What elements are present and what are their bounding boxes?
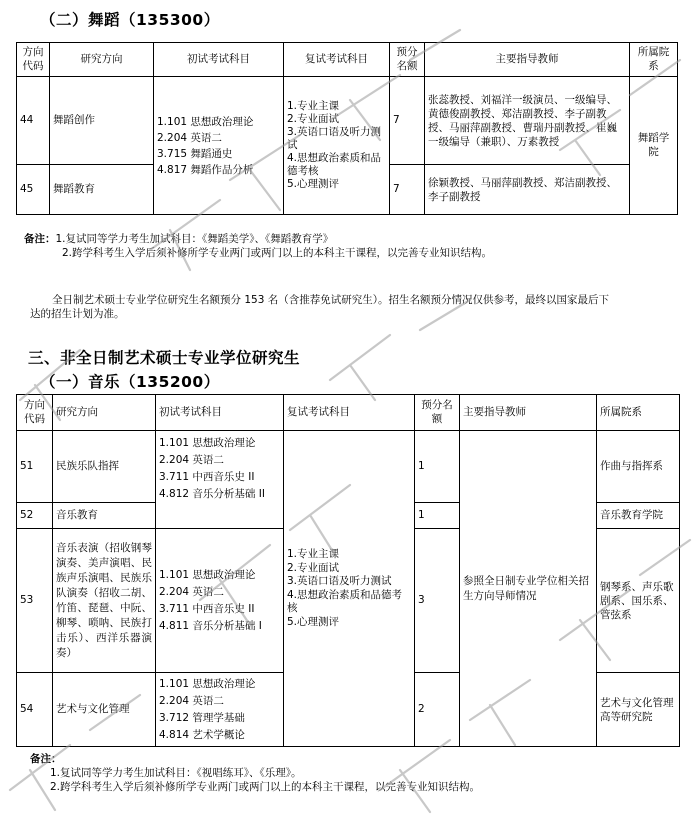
notes-label: 备注： [24, 233, 56, 245]
music-retest-subjects [284, 431, 415, 747]
header-retest: 复试考试科目 [284, 395, 415, 431]
note-line: 1.复试同等学力考生加试科目：《视唱练耳》、《乐理》。 [50, 767, 302, 779]
row-advisors: 徐颖教授、马丽萍副教授、郑洁副教授、李子副教授 [425, 165, 630, 215]
prelim-item: 4.811 音乐分析基础 I [159, 619, 262, 632]
prelim-item: 3.711 中西音乐史 II [159, 471, 255, 483]
prelim-item: 3.715 舞蹈通史 [157, 147, 233, 160]
prelim-item: 4.812 音乐分析基础 II [159, 488, 265, 500]
note-line: 2.跨学科考生入学后须补修所学专业两门或两门以上的本科主干课程，以完善专业知识结构。 [62, 247, 493, 259]
header-prelim: 初试考试科目 [156, 395, 284, 431]
row-code: 44 [17, 77, 50, 165]
retest-item: 4.思想政治素质和品德考核 [287, 588, 403, 614]
row-quota: 3 [415, 529, 460, 673]
header-code: 方向代码 [17, 395, 53, 431]
header-direction: 研究方向 [53, 395, 156, 431]
dance-dept: 舞蹈学院 [630, 77, 678, 215]
music-prelim-54 [156, 673, 284, 747]
prelim-item: 1.101 思想政治理论 [159, 568, 256, 581]
row-dept: 音乐教育学院 [597, 503, 680, 529]
prelim-item: 2.204 英语二 [159, 454, 224, 466]
prelim-item: 2.204 英语二 [157, 131, 222, 144]
row-code: 54 [17, 673, 53, 747]
row-quota: 2 [415, 673, 460, 747]
part3-title: 三、非全日制艺术硕士专业学位研究生 [28, 349, 301, 367]
row-quota: 1 [415, 431, 460, 503]
retest-item: 5.心理测评 [287, 615, 340, 628]
retest-item: 5.心理测评 [287, 178, 340, 190]
summary-line: 达的招生计划为准。 [30, 308, 125, 320]
music-prelim-51 [156, 431, 284, 529]
dance-table [16, 42, 678, 215]
dance-notes [24, 232, 674, 260]
music-prelim-53 [156, 529, 284, 673]
music-header-row [17, 395, 680, 431]
row-direction: 民族乐队指挥 [53, 431, 156, 503]
prelim-item: 3.712 管理学基础 [159, 711, 245, 724]
header-advisors: 主要指导教师 [425, 43, 630, 77]
retest-item: 1.专业主课 [287, 548, 340, 560]
prelim-item: 1.101 思想政治理论 [157, 115, 254, 128]
row-direction: 音乐表演（招收钢琴演奏、美声演唱、民族声乐演唱、民族乐队演奏（招收二胡、竹笛、琵琶、中阮、柳琴、唢呐、民族打击乐）、西洋乐器演奏） [53, 529, 156, 673]
retest-item: 2.专业面试 [287, 561, 340, 574]
row-code: 45 [17, 165, 50, 215]
note-line: 2.跨学科考生入学后须补修所学专业两门或两门以上的本科主干课程，以完善专业知识结构。 [50, 781, 481, 793]
row-code: 52 [17, 503, 53, 529]
row-code: 53 [17, 529, 53, 673]
row-dept: 艺术与文化管理高等研究院 [597, 673, 680, 747]
row-quota: 7 [390, 77, 425, 165]
prelim-item: 3.711 中西音乐史 II [159, 602, 255, 615]
dance-header-row [17, 43, 678, 77]
music-table [16, 394, 680, 747]
retest-item: 1.专业主课 [287, 100, 340, 112]
summary-paragraph [30, 293, 680, 321]
header-retest: 复试考试科目 [284, 43, 390, 77]
header-advisors: 主要指导教师 [460, 395, 597, 431]
row-quota: 1 [415, 503, 460, 529]
prelim-item: 4.814 艺术学概论 [159, 728, 245, 741]
prelim-item: 4.817 舞蹈作品分析 [157, 163, 254, 176]
note-line: 1.复试同等学力考生加试科目：《舞蹈美学》、《舞蹈教育学》 [55, 233, 334, 245]
row-direction: 音乐教育 [53, 503, 156, 529]
retest-item: 3.英语口语及听力测试 [287, 126, 382, 151]
retest-item: 4.思想政治素质和品德考核 [287, 152, 382, 177]
music-notes [30, 752, 680, 794]
header-quota: 预分名额 [390, 43, 425, 77]
row-code: 51 [17, 431, 53, 503]
music-section-title: （一）音乐（135200） [40, 373, 220, 391]
dance-prelim-subjects [154, 77, 284, 215]
header-prelim: 初试考试科目 [154, 43, 284, 77]
prelim-item: 2.204 英语二 [159, 585, 224, 598]
header-direction: 研究方向 [50, 43, 154, 77]
dance-section-title: （二）舞蹈（135300） [40, 11, 220, 29]
row-dept: 钢琴系、声乐歌剧系、国乐系、管弦系 [597, 529, 680, 673]
table-row [17, 431, 680, 503]
summary-line: 全日制艺术硕士专业学位研究生名额预分 153 名（含推荐免试研究生）。招生名额预分情况仅供参考，最终以国家最后下 [52, 294, 609, 306]
prelim-item: 1.101 思想政治理论 [159, 677, 256, 690]
row-direction: 艺术与文化管理 [53, 673, 156, 747]
notes-label: 备注： [30, 753, 62, 765]
prelim-item: 1.101 思想政治理论 [159, 437, 256, 449]
header-quota: 预分名额 [415, 395, 460, 431]
prelim-item: 2.204 英语二 [159, 694, 224, 707]
row-quota: 7 [390, 165, 425, 215]
header-dept: 所属院系 [630, 43, 678, 77]
row-direction: 舞蹈创作 [50, 77, 154, 165]
retest-item: 2.专业面试 [287, 113, 340, 125]
header-dept: 所属院系 [597, 395, 680, 431]
header-code: 方向代码 [17, 43, 50, 77]
row-direction: 舞蹈教育 [50, 165, 154, 215]
row-dept: 作曲与指挥系 [597, 431, 680, 503]
row-advisors: 张蕊教授、刘福洋一级演员、一级编导、黄德俊副教授、郑洁副教授、李子副教授、马丽萍副教授、曹瑞丹副教授、崔巍一级编导（兼职）、万素教授 [425, 77, 630, 165]
dance-retest-subjects [284, 77, 390, 215]
retest-item: 3.英语口语及听力测试 [287, 575, 392, 587]
music-advisors: 参照全日制专业学位相关招生方向导师情况 [460, 431, 597, 747]
table-row [17, 77, 678, 165]
